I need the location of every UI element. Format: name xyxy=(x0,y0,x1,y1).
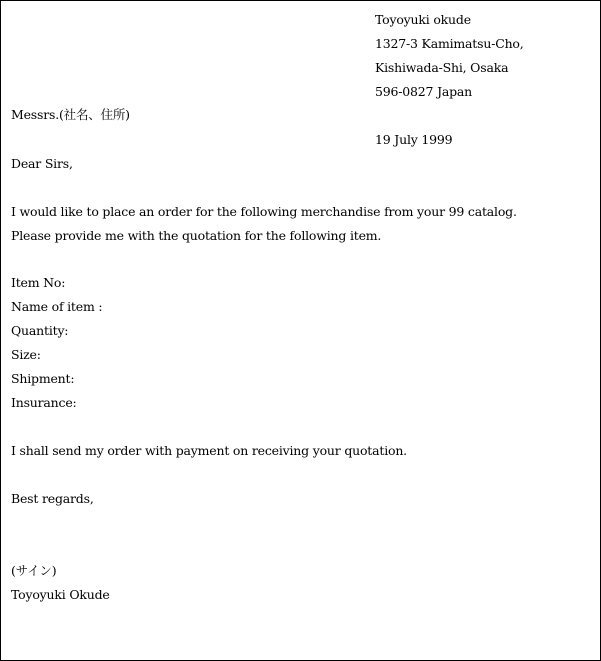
sender-address-line1: 1327-3 Kamimatsu-Cho, xyxy=(375,36,524,51)
field-name-of-item: Name of item : xyxy=(11,299,103,314)
field-quantity: Quantity: xyxy=(11,323,69,338)
field-item-no: Item No: xyxy=(11,275,66,290)
field-shipment: Shipment: xyxy=(11,371,75,386)
closing: Best regards, xyxy=(11,491,94,506)
body-paragraph1-line1: I would like to place an order for the following merchandise from your 99 catalog. xyxy=(11,204,517,219)
field-size: Size: xyxy=(11,347,41,362)
sender-name: Toyoyuki okude xyxy=(375,12,471,27)
closing-paragraph: I shall send my order with payment on receiving your quotation. xyxy=(11,443,407,458)
recipient: Messrs.(社名、住所) xyxy=(11,107,130,122)
letter-date: 19 July 1999 xyxy=(375,132,453,147)
signature-placeholder: (サイン) xyxy=(11,563,57,578)
sender-address-line3: 596-0827 Japan xyxy=(375,84,473,99)
field-insurance: Insurance: xyxy=(11,395,77,410)
signer-name: Toyoyuki Okude xyxy=(11,587,110,602)
body-paragraph1-line2: Please provide me with the quotation for the following item. xyxy=(11,228,382,243)
salutation: Dear Sirs, xyxy=(11,156,73,171)
sender-address-line2: Kishiwada-Shi, Osaka xyxy=(375,60,509,75)
